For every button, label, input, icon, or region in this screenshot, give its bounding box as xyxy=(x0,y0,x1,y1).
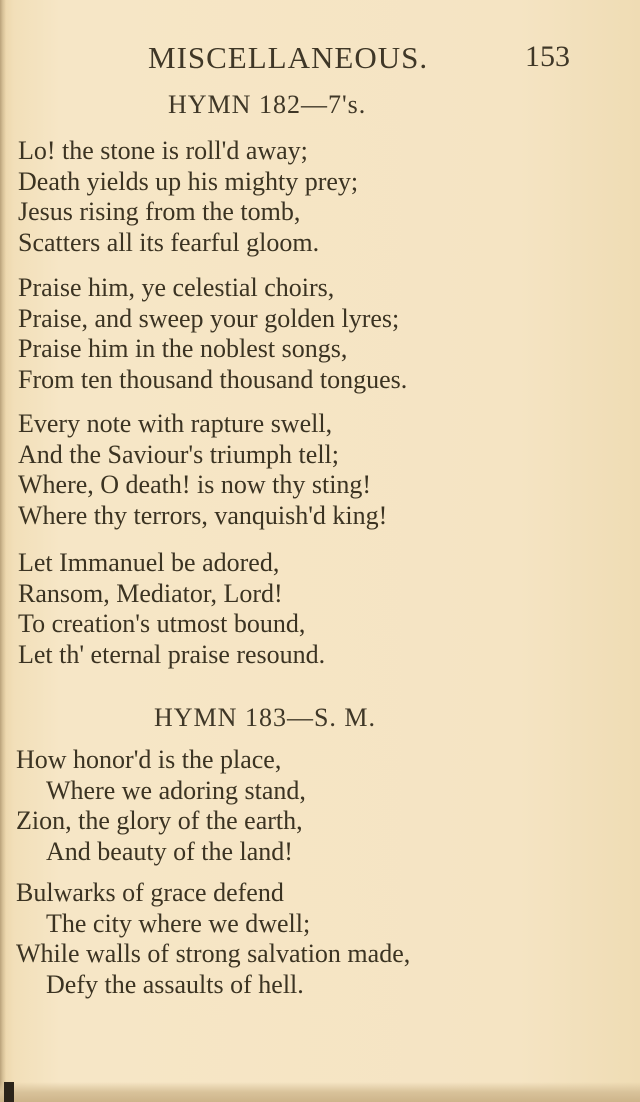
page-number: 153 xyxy=(525,40,570,73)
verse-line-indented: The city where we dwell; xyxy=(46,908,311,938)
verse-line: Bulwarks of grace defend xyxy=(16,878,284,907)
verse-line-indented: And beauty of the land! xyxy=(46,836,293,866)
verse-line: Jesus rising from the tomb, xyxy=(18,197,301,227)
verse-line: Every note with rapture swell, xyxy=(18,409,333,438)
verse-line: Let Immanuel be adored, xyxy=(18,548,280,577)
verse-line: Let th' eternal praise resound. xyxy=(18,639,326,669)
verse-line: From ten thousand thousand tongues. xyxy=(18,364,408,394)
verse-line: Where thy terrors, vanquish'd king! xyxy=(18,500,388,530)
hymn-183-title: HYMN 183—S. M. xyxy=(154,703,377,732)
verse-line: Ransom, Mediator, Lord! xyxy=(18,578,283,608)
verse-line: To creation's utmost bound, xyxy=(18,609,306,639)
hymn-183-stanza-1 xyxy=(16,745,306,867)
binding-mark xyxy=(4,1082,14,1102)
verse-line: Praise him in the noblest songs, xyxy=(18,334,348,364)
hymn-182-title: HYMN 182—7's. xyxy=(168,90,367,119)
running-head-title: MISCELLANEOUS. xyxy=(148,40,429,75)
verse-line: While walls of strong salvation made, xyxy=(16,939,411,969)
page-bottom-edge xyxy=(0,1082,640,1102)
verse-line: Death yields up his mighty prey; xyxy=(18,166,359,196)
verse-line: Praise, and sweep your golden lyres; xyxy=(18,303,400,333)
verse-line: How honor'd is the place, xyxy=(16,745,282,774)
verse-line: Where, O death! is now thy sting! xyxy=(18,470,372,500)
hymn-182-stanza-1 xyxy=(18,136,358,258)
verse-line: And the Saviour's triumph tell; xyxy=(18,439,339,469)
hymn-182-stanza-2 xyxy=(18,273,407,395)
verse-line: Scatters all its fearful gloom. xyxy=(18,227,320,257)
verse-line: Lo! the stone is roll'd away; xyxy=(18,136,308,165)
verse-line: Zion, the glory of the earth, xyxy=(16,806,303,836)
hymn-183-stanza-2 xyxy=(16,878,410,1000)
hymn-182-stanza-3 xyxy=(18,409,387,531)
verse-line: Praise him, ye celestial choirs, xyxy=(18,273,335,302)
verse-line-indented: Defy the assaults of hell. xyxy=(46,969,304,999)
binding-gutter xyxy=(0,0,6,1102)
hymn-182-stanza-4 xyxy=(18,548,325,670)
verse-line-indented: Where we adoring stand, xyxy=(46,775,306,805)
